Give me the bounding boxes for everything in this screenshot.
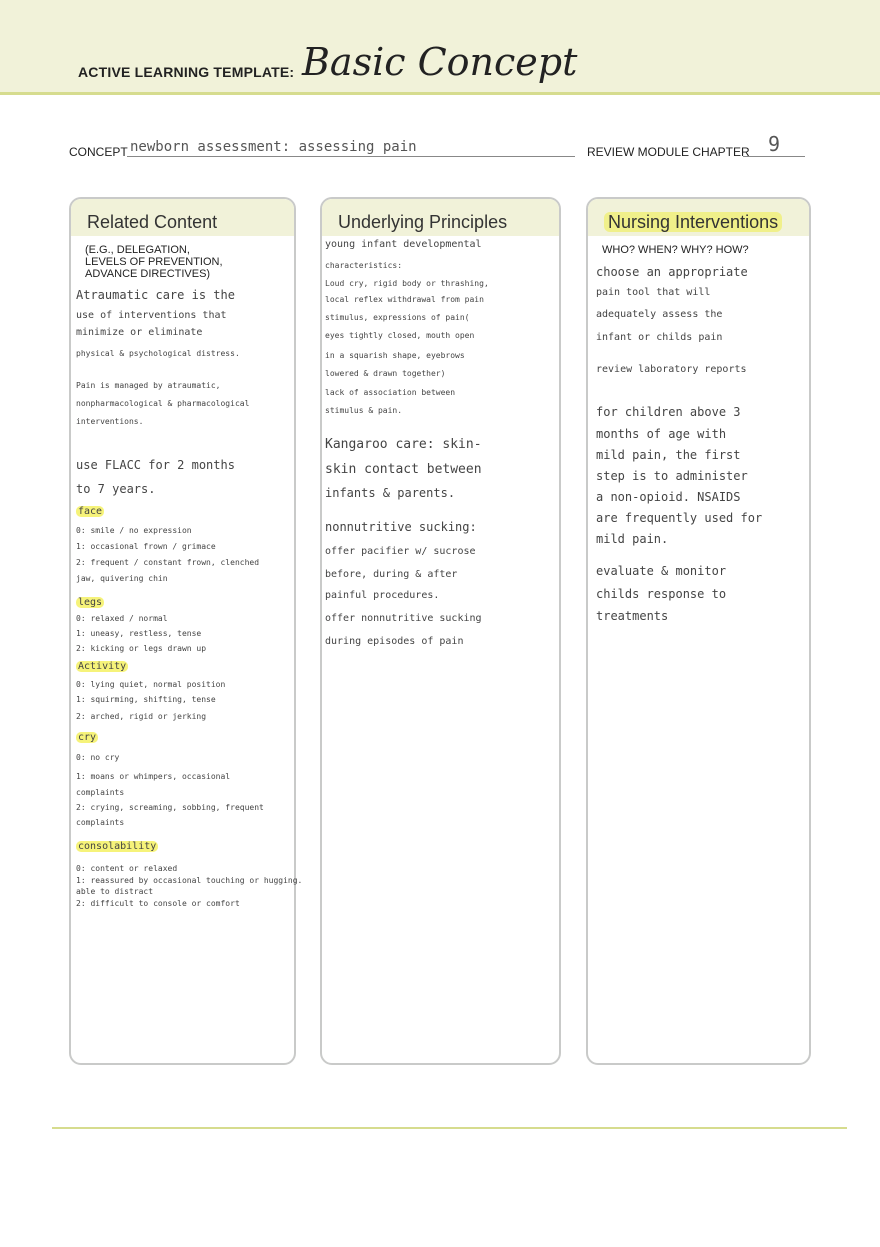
handwritten-line: are frequently used for [596,511,763,525]
panel-header [71,199,294,236]
handwritten-line: a non-opioid. NSAIDS [596,490,741,504]
handwritten-line: 2: frequent / constant frown, clenched [76,558,260,567]
handwritten-line: 2: crying, screaming, sobbing, frequent [76,803,264,812]
handwritten-line: choose an appropriate [596,265,748,279]
handwritten-line: nonpharmacological & pharmacological [76,399,250,408]
handwritten-line: treatments [596,609,669,623]
panel-header [588,199,809,236]
handwritten-line: 0: relaxed / normal [76,614,168,623]
concept-label: CONCEPT [69,145,128,159]
handwritten-line: offer pacifier w/ sucrose [325,546,476,557]
handwritten-line: use of interventions that [76,310,227,321]
handwritten-line: 2: arched, rigid or jerking [76,712,207,721]
handwritten-line: use FLACC for 2 months [76,458,235,472]
review-module-label: REVIEW MODULE CHAPTER [587,145,750,159]
highlighted-heading-activity: Activity [78,661,127,672]
handwritten-line: childs response to [596,587,727,601]
handwritten-line: mild pain, the first [596,448,741,462]
handwritten-line: 2: kicking or legs drawn up [76,644,207,653]
panel-header [322,199,559,236]
handwritten-line: Loud cry, rigid body or thrashing, [325,279,489,288]
handwritten-line: 0: smile / no expression [76,526,192,535]
handwritten-line: physical & psychological distress. [76,349,240,358]
handwritten-line: stimulus & pain. [325,406,403,415]
handwritten-line: 1: occasional frown / grimace [76,542,216,551]
handwritten-line: skin contact between [325,462,482,477]
underlying-principles-panel [320,197,561,1065]
handwritten-line: months of age with [596,427,727,441]
concept-field-line [127,156,575,157]
highlighted-heading-legs: legs [78,597,103,608]
panel-title: Related Content [87,212,218,232]
review-field-line [743,156,805,157]
template-title: Basic Concept [302,40,578,84]
handwritten-line: 0: lying quiet, normal position [76,680,226,689]
handwritten-line: 1: moans or whimpers, occasional [76,772,231,781]
handwritten-line: 0: no cry [76,753,120,762]
handwritten-line: mild pain. [596,532,669,546]
handwritten-line: 1: uneasy, restless, tense [76,629,202,638]
handwritten-line: eyes tightly closed, mouth open [325,331,475,340]
handwritten-line: stimulus, expressions of pain( [325,313,470,322]
nursing-interventions-panel [586,197,811,1065]
concept-value: newborn assessment: assessing pain [130,139,417,155]
handwritten-line: Kangaroo care: skin- [325,437,482,452]
handwritten-line: offer nonnutritive sucking [325,613,482,624]
handwritten-line: young infant developmental [325,239,482,250]
handwritten-line: complaints [76,788,125,797]
handwritten-line: 2: difficult to console or comfort [76,899,240,908]
handwritten-line: during episodes of pain [325,636,464,647]
handwritten-line: characteristics: [325,261,403,270]
handwritten-line: interventions. [76,417,144,426]
highlighted-heading-cry: cry [78,732,97,743]
related-content-panel [69,197,303,1065]
handwritten-line: 1: reassured by occasional touching or hugging. [76,876,303,885]
handwritten-line: in a squarish shape, eyebrows [325,351,465,360]
nursing-interventions-note: WHO? WHEN? WHY? HOW? [602,244,749,256]
handwritten-line: Pain is managed by atraumatic, [76,381,221,390]
handwritten-line: complaints [76,818,125,827]
handwritten-line: step is to administer [596,469,748,483]
handwritten-line: Atraumatic care is the [76,288,235,302]
handwritten-line: adequately assess the [596,309,723,320]
handwritten-line: infants & parents. [325,486,456,500]
handwritten-line: to 7 years. [76,482,156,496]
handwritten-line: lack of association between [325,388,456,397]
related-content-note: (E.G., DELEGATION, LEVELS OF PREVENTION, ADVANCE DIRECTIVES) [85,244,223,280]
panel-title [604,212,782,233]
handwritten-line: lowered & drawn together) [325,369,446,378]
handwritten-line: jaw, quivering chin [76,574,168,583]
handwritten-line: local reflex withdrawal from pain [325,295,484,304]
handwritten-line: before, during & after [325,569,458,580]
handwritten-line: infant or childs pain [596,332,723,343]
handwritten-line: review laboratory reports [596,364,747,375]
handwritten-line: able to distract [76,887,154,896]
handwritten-line: evaluate & monitor [596,564,727,578]
highlighted-heading-consolability: consolability [78,841,157,852]
handwritten-line: 0: content or relaxed [76,864,178,873]
panel-title: Underlying Principles [338,212,508,232]
template-label: ACTIVE LEARNING TEMPLATE: [78,64,295,80]
template-header [0,0,880,95]
handwritten-line: 1: squirming, shifting, tense [76,695,216,704]
handwritten-line: for children above 3 [596,405,741,419]
footer-divider [52,1127,847,1129]
handwritten-line: nonnutritive sucking: [325,520,477,534]
highlighted-title: Nursing Interventions [604,212,782,232]
handwritten-line: painful procedures. [325,590,440,601]
handwritten-line: pain tool that will [596,287,711,298]
review-module-value: 9 [768,132,781,156]
highlighted-heading-face: face [78,506,103,517]
handwritten-line: minimize or eliminate [76,327,203,338]
